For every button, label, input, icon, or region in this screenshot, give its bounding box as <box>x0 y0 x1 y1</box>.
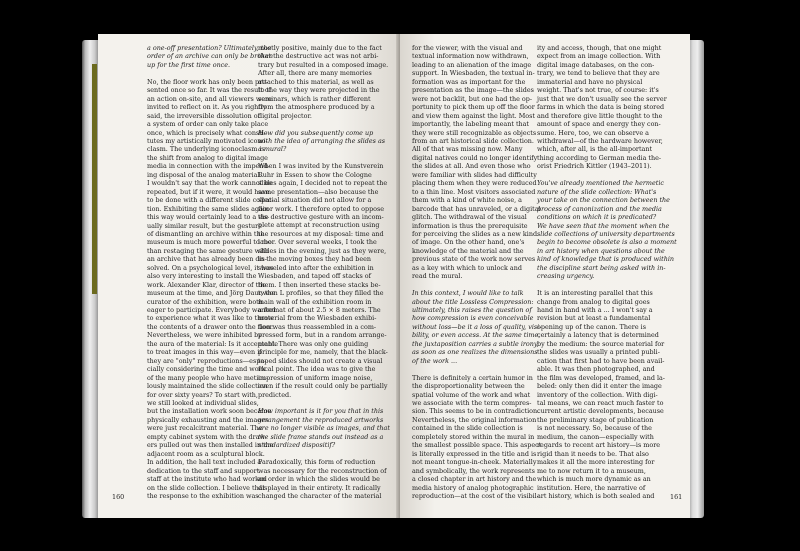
text-line: glitch. The withdrawal of the visual <box>412 213 527 222</box>
paragraph-break <box>258 450 368 458</box>
text-line: empty cabinet system with the draw- <box>147 432 268 441</box>
text-line: from the atmosphere produced by a <box>258 103 375 112</box>
page-number-left: 160 <box>112 493 125 501</box>
text-line: even if the result could only be partially <box>258 382 388 391</box>
text-line: ing disposal of the analog material. <box>147 170 262 179</box>
text-line: beled: only then did it enter the image <box>537 382 662 391</box>
text-line: museum is much more powerful to me <box>147 238 272 247</box>
text-line: We have seen that the moment when the <box>537 221 670 230</box>
text-line: were just recalcitrant material. The <box>147 424 263 433</box>
text-line: floor work. I therefore opted to oppose <box>258 204 385 213</box>
text-line: inventory of the collection. With digi- <box>537 390 658 399</box>
text-line: After all, there are many memories <box>258 69 372 78</box>
text-line: as a key with which to unlock and <box>412 263 522 272</box>
text-line: pressed form, but in a random arrange- <box>258 331 387 340</box>
text-line: that the destructive act was not arbi- <box>258 52 379 61</box>
text-line: focal point. The idea was to give the <box>258 365 376 374</box>
text-line: curator of the exhibition, were both <box>147 297 263 306</box>
text-line: solved. On a psychological level, it was <box>147 263 274 272</box>
text-line: for the viewer, with the visual and <box>412 44 523 52</box>
text-line: is literally expressed in the title and is <box>412 449 537 458</box>
text-line: principle for me, namely, that the black- <box>258 348 388 357</box>
text-line: seminars, which is rather different <box>258 94 371 103</box>
text-line: standardized dispositif? <box>258 441 336 450</box>
text-line: arrangement the reproduced artworks <box>258 415 384 424</box>
text-line: mostly positive, mainly due to the fact <box>258 44 382 52</box>
text-line: them. I then inserted these stacks be- <box>258 280 381 289</box>
text-line: formation was as important for the <box>412 77 526 86</box>
text-line: digital projector. <box>258 111 312 120</box>
paragraph-break <box>537 171 651 179</box>
text-line: withdrawal—of the hardware however, <box>537 136 663 145</box>
paragraph-break <box>412 365 528 373</box>
paragraph-break <box>258 154 368 162</box>
text-line: was necessary for the reconstruction of <box>258 466 387 475</box>
text-line: main wall of the exhibition room in <box>258 297 372 306</box>
text-line: we still looked at individual slides, <box>147 399 259 408</box>
text-line: them with a kind of white noise, a <box>412 196 522 205</box>
text-line: knowledge of the material and the <box>412 246 524 255</box>
text-line: digital image databases, on the con- <box>537 60 655 69</box>
text-line: which is much more dynamic as an <box>537 475 651 484</box>
text-line: weight. That's not true, of course: it's <box>537 86 659 95</box>
text-line: tutes my artistically motivated icono- <box>147 136 268 145</box>
text-line: media in connection with the impend- <box>147 162 270 171</box>
text-line: an archive that has already been dis- <box>147 255 267 264</box>
text-line: we associate with the term compres- <box>412 399 532 407</box>
text-line: a one-off presentation? Ultimately, the <box>147 44 272 52</box>
text-line: able. It was then photographed, and <box>537 365 655 374</box>
text-line: to be done with a different slide collec- <box>147 196 274 205</box>
text-line: change from analog to digital goes <box>537 297 650 306</box>
text-line: reproduction—at the cost of the visibil- <box>412 491 539 500</box>
text-line: physically exhausting and the images <box>147 415 269 424</box>
text-line: on the slide collection. I believe that <box>147 483 266 492</box>
text-line: to a thin line. Most visitors associated <box>412 187 536 196</box>
text-line: spatial volume of the work and what <box>412 390 531 399</box>
text-line: to treat images in this way—even if <box>147 348 262 357</box>
text-line: slides in the evening, just as they were, <box>258 246 387 255</box>
right-page <box>400 34 690 518</box>
text-line: presentation as the image—the slides <box>412 86 534 95</box>
text-line: orist Friedrich Kittler (1943–2011). <box>537 162 652 171</box>
text-line: an action on-site, and all viewers were <box>147 94 272 103</box>
text-line: dedication to the staff and support <box>147 466 260 475</box>
text-line: Paradoxically, this form of reduction <box>258 458 376 467</box>
text-line: once, which is precisely what consti- <box>147 128 266 137</box>
text-line: current artistic developments, because <box>537 407 664 416</box>
text-line: institution. Here, the narrative of <box>537 483 646 492</box>
text-line: to the way they were projected in the <box>258 86 380 95</box>
text-line: tion. Exhibiting the same slides again <box>147 204 269 213</box>
text-line: the disproportionality between the <box>412 382 525 391</box>
text-line: trary, we tend to believe that they are <box>537 69 660 78</box>
text-line: this way would certainly lead to a vis- <box>147 213 270 222</box>
text-line: support. In Wiesbaden, the textual in- <box>412 69 535 78</box>
text-line: and therefore give little thought to the <box>537 111 663 120</box>
text-line: is not necessary. So, because of the <box>537 424 652 433</box>
text-line: cially considering the time and work <box>147 365 266 374</box>
text-line: bility, or even access. At the same time, <box>412 331 541 340</box>
text-line: in the moving boxes they had been <box>258 255 372 264</box>
text-line: leading to an alienation of the image <box>412 60 532 69</box>
text-line: revision but at least a fundamental <box>537 314 651 323</box>
text-line: also very interesting to install the <box>147 272 257 281</box>
left-page-column-2 <box>258 44 390 500</box>
text-line: the aura of the material: Is it acceptable <box>147 339 279 348</box>
text-line: rigid than it needs to be. That also <box>537 449 649 458</box>
text-line: regards to recent art history—is more <box>537 441 661 450</box>
text-line: for over sixty years? To start with, <box>147 390 258 399</box>
text-line: as soon as one realizes the dimensions <box>412 348 538 357</box>
text-line: sion. This seems to be in contradiction. <box>412 407 540 416</box>
text-line: process of canonization and the media <box>537 204 662 213</box>
left-page <box>98 34 398 518</box>
paragraph-break <box>147 69 253 77</box>
text-line: plete attempt at reconstruction using <box>258 221 380 230</box>
text-line: It is an interesting parallel that this <box>537 289 653 298</box>
text-line: not meant tongue-in-cheek. Materially <box>412 458 537 467</box>
text-line: medium, the canon—especially with <box>537 432 654 441</box>
text-line: of image. On the other hand, one's <box>412 238 525 247</box>
text-line: invited to reflect on it. As you rightly <box>147 103 267 112</box>
right-page-column-1 <box>412 44 542 500</box>
text-line: amount of space and energy they con- <box>537 120 661 129</box>
text-line: predicted. <box>258 390 292 399</box>
text-line: work. Alexander Klar, director of the <box>147 280 267 289</box>
text-line: up for the first time once. <box>147 60 231 69</box>
page-number-right: 161 <box>670 493 683 501</box>
paragraph-break <box>412 281 528 289</box>
text-line: but the installation work soon became <box>147 407 272 416</box>
text-line: the response to the exhibition was <box>147 492 259 500</box>
text-line: a closed chapter in art history and the <box>412 475 537 484</box>
right-page-column-2 <box>537 44 677 500</box>
text-line: the film was developed, framed, and la- <box>537 373 665 382</box>
text-line: slides again, I decided not to repeat the <box>258 179 388 188</box>
text-line: by the medium: the source material for <box>537 339 665 348</box>
text-line: are no longer visible as images, and that <box>258 424 390 433</box>
text-line: about the title Lossless Compression: <box>412 297 534 306</box>
text-line: farms in which the data is being stored <box>537 103 665 112</box>
text-line: in art history when questions about the <box>537 246 665 255</box>
text-line: taped slides should not create a visual <box>258 356 383 365</box>
text-line: were not backlit, but one had the op- <box>412 94 532 103</box>
paragraph-break <box>258 120 368 128</box>
text-line: attached to this material, as well as <box>258 77 374 86</box>
text-line: museum at the time, and Jörg Daur, the <box>147 289 276 298</box>
text-line: information is thus the prerequisite <box>412 221 528 230</box>
text-line: clasm. The underlying iconoclasm is <box>147 145 265 154</box>
text-line: a mural? <box>258 145 287 154</box>
text-line: Wiesbaden, and taped off stacks of <box>258 272 371 281</box>
text-line: which, after all, is the all-important <box>537 145 653 154</box>
text-line: Nevertheless, we were inhibited by <box>147 331 262 340</box>
text-line: how compression is even conceivable <box>412 314 534 323</box>
text-line: labor. Over several weeks, I took the <box>258 238 377 247</box>
text-line: changed the character of the material <box>258 491 382 500</box>
text-line: nature of the slide collection: What's <box>537 187 657 196</box>
text-line: the slides at all. And even those who <box>412 162 531 171</box>
text-line: All of that was missing now. Many <box>412 145 523 154</box>
text-line: to experience what it was like to throw <box>147 314 274 323</box>
text-line: repeated, but if it were, it would have <box>147 187 270 196</box>
text-line: the juxtaposition carries a subtle irony, <box>412 339 539 348</box>
text-line: When I was invited by the Kunstverein <box>258 162 384 171</box>
text-line: than restaging the same gesture with <box>147 246 269 255</box>
text-line: creasing urgency. <box>537 272 595 281</box>
text-line: they are "only" reproductions—espe- <box>147 356 267 365</box>
text-line: impression of uniform image noise, <box>258 373 373 382</box>
text-line: they were still recognizable as objects <box>412 128 537 137</box>
text-line: staff at the institute who had worked <box>147 475 267 484</box>
text-line: the smallest possible space. This aspect <box>412 441 542 450</box>
text-line: the slide frame stands out instead as a <box>258 432 384 441</box>
text-line: thing according to German media the- <box>537 153 662 162</box>
text-line: adjacent room as a sculptural block. <box>147 449 265 458</box>
text-line: How did you subsequently come up <box>258 128 374 137</box>
text-line: read the mural. <box>412 272 463 281</box>
text-line: hand in hand with a ... I won't say a <box>537 306 653 315</box>
text-line: kind of knowledge that is produced within <box>537 255 675 264</box>
text-line: conditions on which it is predicated? <box>537 213 657 222</box>
text-line: ultimately, this raises the question of <box>412 306 532 315</box>
text-line: There is definitely a certain humor in <box>412 373 533 382</box>
text-line: begin to become obsolete is also a moment <box>537 238 677 247</box>
text-line: from an art historical slide collection. <box>412 136 534 145</box>
text-line: tween L profiles, so that they filled the <box>258 289 384 298</box>
text-line: of the work ... <box>412 356 458 365</box>
text-line: an order in which the slides would be <box>258 475 380 484</box>
text-line: placing them when they were reduced <box>412 179 537 188</box>
text-line: portunity to pick them up off the floor <box>412 103 535 112</box>
text-line: In addition, the hall text included a <box>147 458 262 467</box>
text-line: How important is it for you that in this <box>258 407 384 416</box>
text-line: No, the floor work has only been pre- <box>147 77 269 86</box>
text-line: ment. There was only one guiding <box>258 339 369 348</box>
text-line: sented once so far. It was the result of <box>147 86 272 95</box>
text-line: previous state of the work now serves <box>412 255 536 264</box>
text-line: the preliminary stage of publication <box>537 415 654 424</box>
text-line: immaterial and have no physical <box>537 77 643 86</box>
text-line: digital natives could no longer identify <box>412 153 538 162</box>
left-page-edge-marker <box>92 64 97 294</box>
text-line: with the idea of arranging the slides as <box>258 136 386 145</box>
text-line: without loss—be it a loss of quality, visi- <box>412 322 542 331</box>
text-line: textual information now withdrawn, <box>412 52 529 61</box>
text-line: art history, which is both sealed and <box>537 491 655 500</box>
text-line: the discipline start being asked with in- <box>537 263 666 272</box>
text-line: your take on the connection between the <box>537 196 670 205</box>
paragraph-break <box>258 399 368 407</box>
text-line: same presentation—also because the <box>258 187 379 196</box>
text-line: sume. Here, too, we can observe a <box>537 128 649 137</box>
text-line: You've already mentioned the hermetic <box>537 179 664 188</box>
text-line: the shift from analog to digital image <box>147 153 268 162</box>
text-line: Nevertheless, the original information <box>412 415 537 424</box>
text-line: ually similar result, but the gesture <box>147 221 262 230</box>
text-line: ers pulled out was then installed in the <box>147 441 274 450</box>
text-line: contained in the slide collection is <box>412 424 523 433</box>
text-line: of dismantling an archive within the <box>147 229 265 238</box>
text-line: order of an archive can only be broken <box>147 52 273 61</box>
text-line: ity and access, though, that one might <box>537 44 662 52</box>
text-line: displayed in their entirety. It radically <box>258 483 381 492</box>
text-line: tion was thus reassembled in a com- <box>258 322 377 331</box>
text-line: and symbolically, the work represents <box>412 466 535 475</box>
text-line: In this context, I would like to talk <box>412 289 524 298</box>
text-line: Ruhr in Essen to show the Cologne <box>258 170 372 179</box>
text-line: importantly, the labeling meant that <box>412 120 530 129</box>
text-line: trary but resulted in a composed image. <box>258 60 389 69</box>
text-line: cation that first had to have been avail- <box>537 356 665 365</box>
right-page-edges <box>688 40 704 518</box>
text-line: lously maintained the slide collection <box>147 382 268 391</box>
text-line: and view them against the light. Most <box>412 111 535 120</box>
text-line: of the many people who have meticu- <box>147 373 269 382</box>
text-line: for perceiving the slides as a new kind <box>412 229 538 238</box>
text-line: completely stored within the mural in <box>412 432 535 441</box>
text-line: spatial situation did not allow for a <box>258 196 372 205</box>
text-line: the slides was usually a printed publi- <box>537 348 660 357</box>
text-line: a system of order can only take place <box>147 120 269 129</box>
text-line: barcode that has unraveled, or a digital <box>412 204 541 213</box>
text-line: shoveled into after the exhibition in <box>258 263 374 272</box>
text-line: I wouldn't say that the work cannot be <box>147 179 273 188</box>
text-line: makes it all the more interesting for <box>537 458 655 467</box>
text-line: tal means, we can react much faster to <box>537 399 664 407</box>
text-line: expect from an image collection. With <box>537 52 661 61</box>
text-line: the resources at my disposal: time and <box>258 229 384 238</box>
text-line: slide collections of university departments <box>537 229 675 238</box>
text-line: were familiar with slides had difficulty <box>412 170 537 179</box>
text-line: the destructive gesture with an incom- <box>258 213 384 222</box>
text-line: just that we don't usually see the server <box>537 94 667 103</box>
text-line: certainly a latency that is determined <box>537 331 659 340</box>
text-line: me to now return it to a museum, <box>537 466 646 475</box>
text-line: a format of about 2.5 × 8 meters. The <box>258 306 381 315</box>
text-line: said, the irreversible dissolution of <box>147 111 260 120</box>
paragraph-break <box>537 281 651 289</box>
text-line: eager to participate. Everybody wanted <box>147 306 276 315</box>
text-line: material from the Wiesbaden exhibi- <box>258 314 377 323</box>
text-line: the contents of a drawer onto the floor. <box>147 322 275 331</box>
text-line: media history of analog photographic <box>412 483 534 492</box>
text-line: opening up of the canon. There is <box>537 322 646 331</box>
